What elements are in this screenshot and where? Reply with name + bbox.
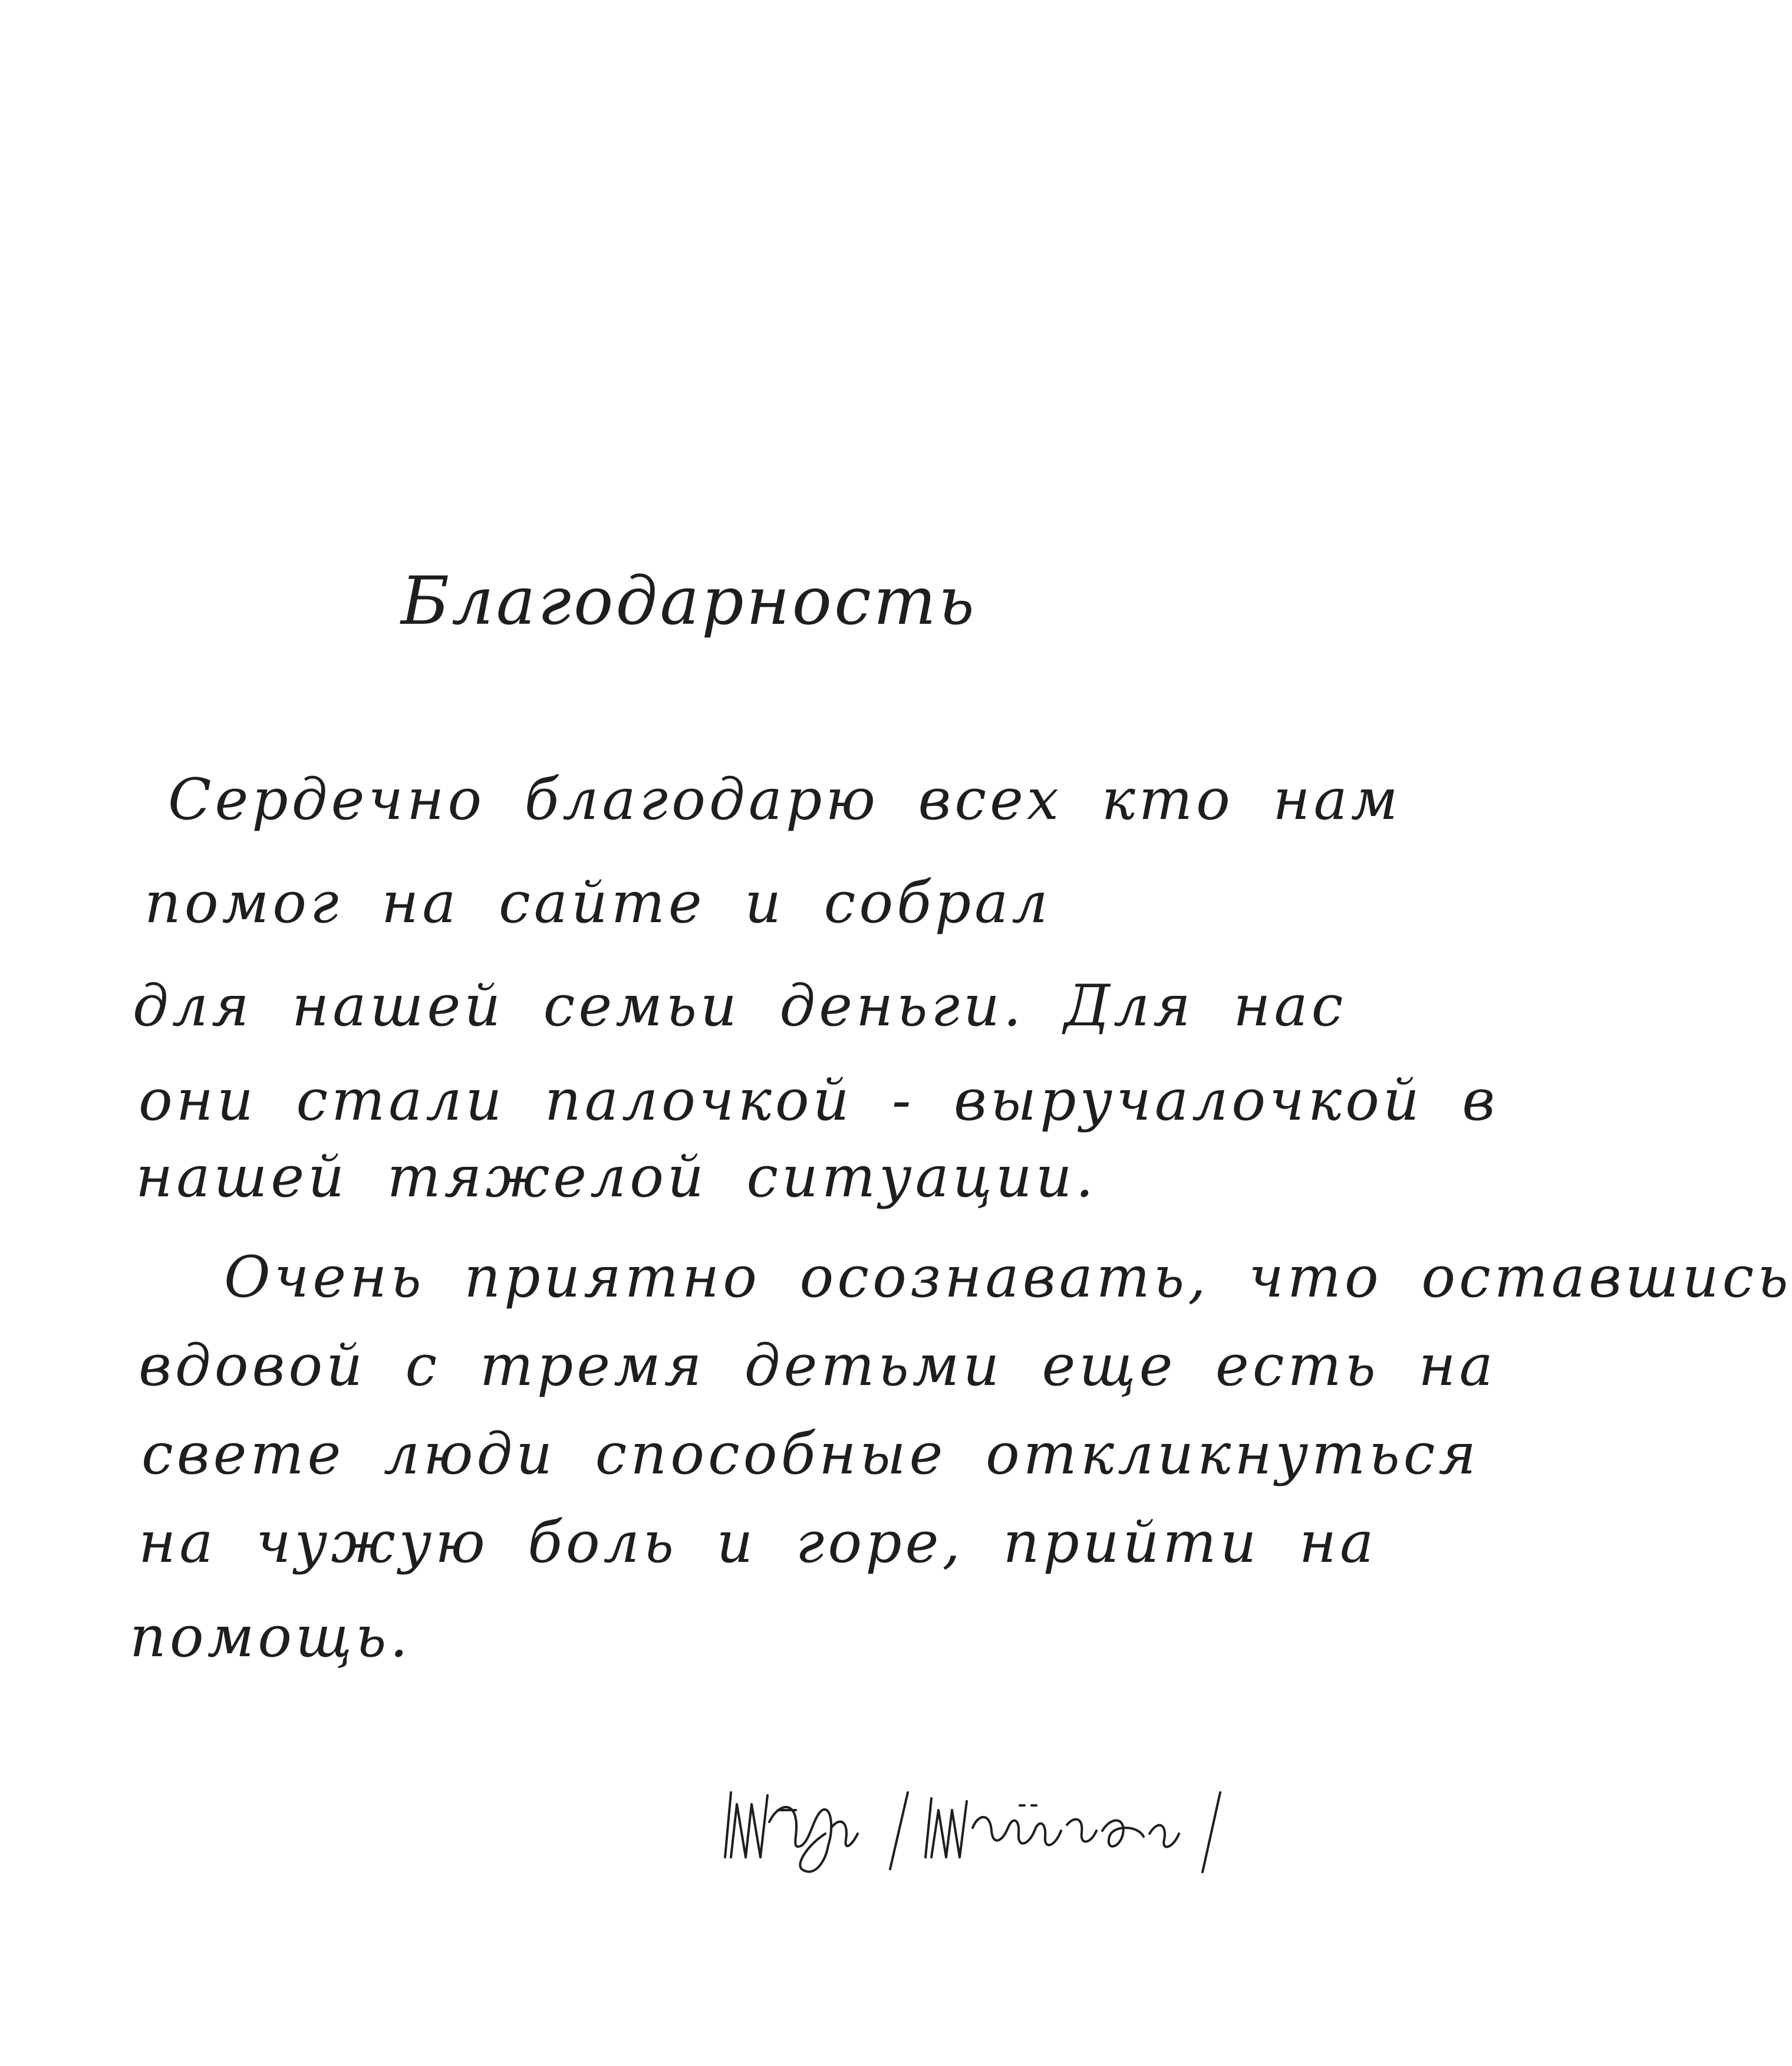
letter-line: на чужую боль и горе, прийти на [139, 1509, 1378, 1575]
letter-line: нашей тяжелой ситуации. [136, 1144, 1098, 1210]
letter-line: они стали палочкой - выручалочкой в [139, 1067, 1499, 1133]
letter-title: Благодарность [401, 563, 977, 640]
letter-line: свете люди способные откликнуться [141, 1421, 1480, 1487]
letter-line: Очень приятно осознавать, что оставшись [224, 1244, 1792, 1310]
signature-drawing [713, 1769, 1232, 1887]
letter-line: помощь. [130, 1604, 411, 1670]
handwritten-signature [713, 1769, 1232, 1887]
letter-line: помог на сайте и собрал [144, 870, 1052, 936]
letter-line: Сердечно благодарю всех кто нам [168, 766, 1402, 833]
letter-line: для нашей семьи деньги. Для нас [133, 973, 1347, 1039]
letter-line: вдовой с тремя детьми еще есть на [139, 1333, 1497, 1399]
